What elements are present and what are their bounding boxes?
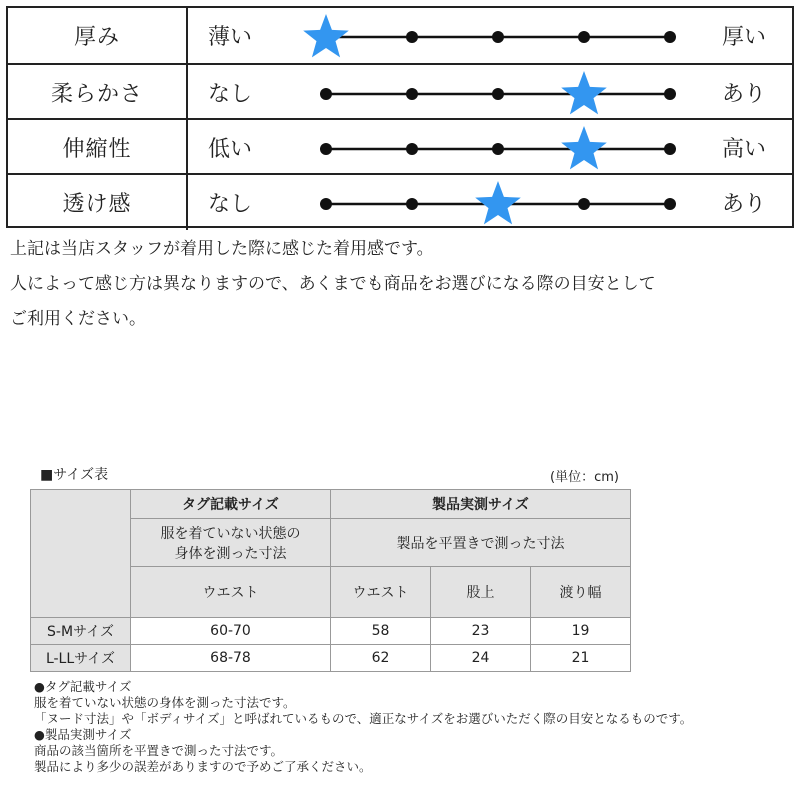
scale-dot [664,88,676,100]
table-row [31,645,631,672]
table-row [31,618,631,645]
scale-dot [406,31,418,43]
scale-dot [578,198,590,210]
feel-row-softness [8,63,792,120]
size-corner-cell [31,490,131,618]
column-header: ウエスト [331,567,431,618]
note-line: 人によって感じ方は異なりますので、あくまでも商品をお選びになる際の目安として [10,274,656,294]
scale-dot [664,31,676,43]
feel-label: 厚み [8,8,188,63]
tag-description [131,519,331,567]
feel-scale [298,175,698,230]
scale-dot [664,198,676,210]
scale-dot [578,31,590,43]
group-header-actual: 製品実測サイズ [331,490,631,519]
scale-dot [406,143,418,155]
size-label: L-LLサイズ [31,645,131,672]
scale-dot [406,88,418,100]
scale-dot [320,143,332,155]
size-table-unit: (単位：cm) [550,470,619,485]
footnote-line: 商品の該当箇所を平置きで測った寸法です。 [34,743,284,758]
feel-row-sheerness [8,173,792,230]
footnote-heading: ●製品実測サイズ [34,727,132,742]
fabric-feel-table [6,6,794,228]
size-label: S-Mサイズ [31,618,131,645]
scale-dot [320,88,332,100]
feel-low-label: 薄い [208,25,253,50]
table-cell: 60-70 [131,618,331,645]
feel-high-label: あり [722,82,767,107]
tag-desc-line: 身体を測った寸法 [174,545,287,562]
footnote-line: 「ヌード寸法」や「ボディサイズ」と呼ばれているもので、適正なサイズをお選びいただく際の目安となるものです。 [34,711,693,726]
column-header: 渡り幅 [531,567,631,618]
feel-low-label: なし [208,192,253,217]
scale-dot [664,143,676,155]
scale-dot [492,143,504,155]
group-header-tag: タグ記載サイズ [131,490,331,519]
rating-star-icon [561,71,607,114]
feel-row-stretch [8,118,792,175]
table-cell: 21 [531,645,631,672]
footnote-line: 服を着ていない状態の身体を測った寸法です。 [34,695,296,710]
rating-star-icon [561,126,607,169]
feel-high-label: あり [722,192,767,217]
feel-scale [298,120,698,175]
table-cell: 24 [431,645,531,672]
tag-desc-line: 服を着ていない状態の [160,525,301,542]
column-header: 股上 [431,567,531,618]
scale-dot [492,88,504,100]
feel-label: 柔らかさ [8,65,188,120]
scale-dot [492,31,504,43]
column-header: ウエスト [131,567,331,618]
size-table [30,489,631,672]
footnote-line: 製品により多少の誤差がありますので予めご了承ください。 [34,759,372,774]
table-cell: 68-78 [131,645,331,672]
size-table-title: ■サイズ表 [40,467,109,483]
feel-notes [10,232,656,337]
feel-label: 透け感 [8,175,188,230]
feel-high-label: 高い [722,137,767,162]
rating-star-icon [475,181,521,224]
feel-low-label: なし [208,82,253,107]
scale-dot [320,198,332,210]
table-cell: 23 [431,618,531,645]
feel-scale [298,8,698,63]
note-line: ご利用ください。 [10,309,146,329]
table-cell: 58 [331,618,431,645]
feel-high-label: 厚い [722,25,767,50]
feel-label: 伸縮性 [8,120,188,175]
rating-star-icon [303,14,349,57]
feel-low-label: 低い [208,137,253,162]
footnote-heading: ●タグ記載サイズ [34,679,132,694]
actual-description: 製品を平置きで測った寸法 [331,519,631,567]
feel-scale [298,65,698,120]
table-cell: 62 [331,645,431,672]
size-footnotes [34,679,692,775]
scale-dot [406,198,418,210]
note-line: 上記は当店スタッフが着用した際に感じた着用感です。 [10,239,434,259]
table-cell: 19 [531,618,631,645]
feel-row-thickness [8,8,792,63]
